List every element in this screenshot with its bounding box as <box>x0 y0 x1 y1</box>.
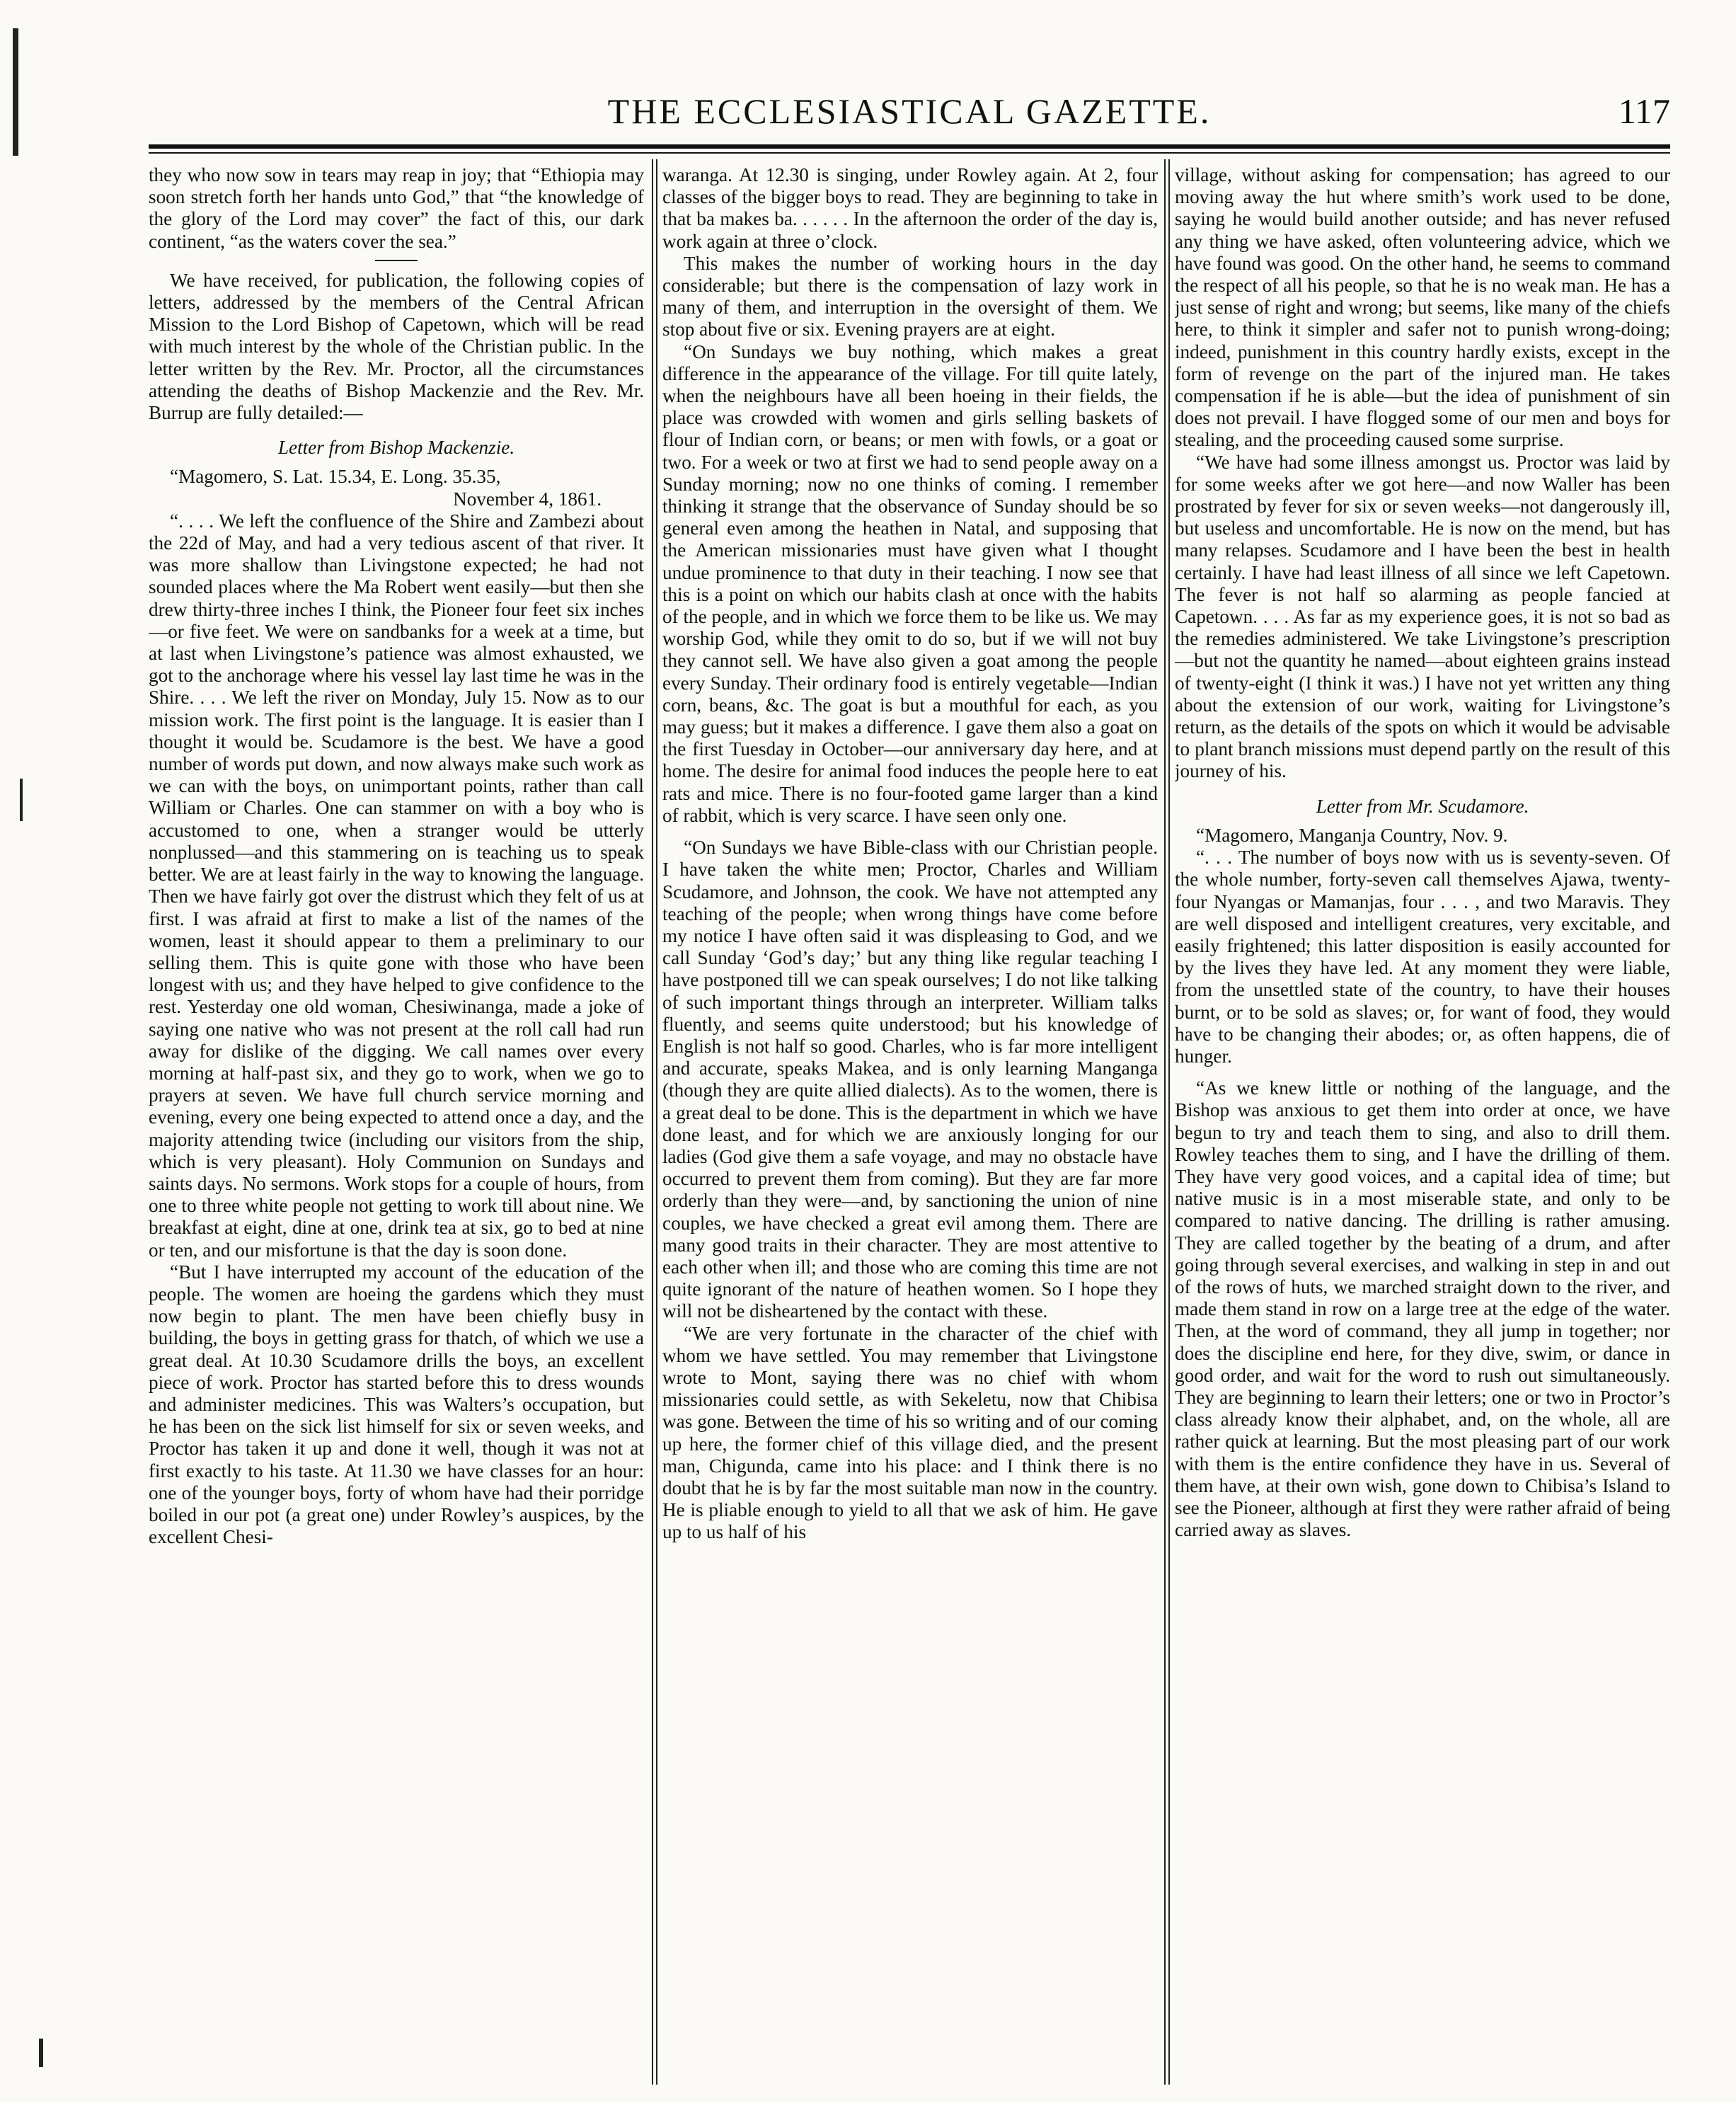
paragraph: We have received, for publication, the following copies of letters, addressed by the members of the Central African Mission to the Lord Bishop of Capetown, which will be read with much interest by the whole of the Christian public. In the letter written by the Rev. Mr. Proctor, all the circumstances attending the deaths of Bishop Mackenzie and the Rev. Mr. Burrup are fully detailed:— <box>149 269 644 424</box>
paragraph: “We are very fortunate in the character of the chief with whom we have settled. You may remember that Livingstone wrote to Mont, saying there was no chief with whom missionaries could settle, as with Sekeletu, now that Chibisa was gone. Between the time of his so writing and of our coming up here, the former chief of this village died, and the present man, Chigunda, came into his place: and I think there is no doubt that he is by far the most suitable man now in the country. He is pliable enough to yield to all that we ask of him. He gave up to us half of his <box>662 1322 1158 1543</box>
paragraph: “On Sundays we have Bible-class with our Christian people. I have taken the white men; Proctor, Charles and William Scudamore, and Johnson, the cook. We have not attempted any teaching of the people; when wrong things have come before my notice I have often said it was displeasing to God, and we call Sunday ‘God’s day;’ but any thing like regular teaching I have postponed till we can speak ourselves; I do not like talking of such important things through an interpreter. William talks fluently, and seems quite understood; but his knowledge of English is not half so good. Charles, who is far more intelligent and accurate, speaks Makea, and is only learning Manganga (though they are quite allied dialects). As to the women, there is a great deal to be done. This is the department in which we have done least, and for which we are anxiously longing for our ladies (God give them a safe voyage, and may no obstacle have occurred to prevent them from coming). But they are far more orderly than they were—and, by sanctioning the union of nine couples, we have checked a great evil among them. There are many good traits in their character. They are most attentive to each other when ill; and those who are coming this time are not quite ignorant of the nature of heathen women. So I hope they will not be disheartened by the contact with these. <box>662 837 1158 1322</box>
header-rule-thick <box>149 144 1670 149</box>
dateline: November 4, 1861. <box>453 488 602 510</box>
section-divider <box>375 260 418 261</box>
paragraph: “We have had some illness amongst us. Proctor was laid by for some weeks after we got here—and now Waller has been prostrated by fever for six or seven weeks—not dangerously ill, but useless and uncomfortable. He is now on the mend, but has many relapses. Scudamore and I have been the best in health certainly. I have had least illness of all since we left Capetown. The fever is not half so alarming as people fancied at Capetown. . . . As far as my experience goes, it is not so bad as the remedies administered. We take Livingstone’s prescription—but not the quantity he named—about eighteen grains instead of twenty-eight (I think it was.) I have not yet written any thing about the extension of our work, waiting for Livingstone’s return, as the details of the spots on which it would be advisable to plant branch missions must depend partly on the result of this journey of his. <box>1175 451 1670 782</box>
column-divider-right-inner <box>1168 159 1170 2085</box>
dateline: “Magomero, S. Lat. 15.34, E. Long. 35.35, <box>170 466 501 488</box>
page-title: THE ECCLESIASTICAL GAZETTE. <box>607 91 1212 131</box>
column-divider-left-inner <box>656 159 657 2085</box>
paragraph: “. . . . We left the confluence of the Shire and Zambezi about the 22d of May, and had a very tedious ascent of that river. It was more shallow than Livingstone expected; he had not sounded places where the Ma Robert went easily—but then she drew thirty-three inches I think, the Pioneer four feet six inches—or five feet. We were on sandbanks for a week at a time, but at last when Livingstone’s patience was almost exhausted, we got to the anchorage where his vessel lay last time he was in the Shire. . . . We left the river on Monday, July 15. Now as to our mission work. The first point is the language. It is easier than I thought it would be. Scudamore is the best. We have a good number of words put down, and now always make such work as we can with the boys, on unimportant points, rather than call William or Charles. One can stammer on with a boy who is accustomed to one, when a stranger would be utterly nonplussed—and this stammering on is teaching us to speak better. We are at least fairly in the way to knowing the language. Then we have fairly got over the distrust which they felt of us at first. I was afraid at first to make a list of the names of the women, least it should appear to them a preliminary to our selling them. This is quite gone with those who have been longest with us; and they have helped to give confidence to the rest. Yesterday one old woman, Chesiwinanga, made a joke of saying one native who was not present at the roll call had run away for dislike of the digging. We call names over every morning at half-past six, and they go to work, when we go to prayers at seven. We have full church service morning and evening, every one being expected to attend once a day, and the majority attending twice (including our visitors from the ship, which is very pleasant). Holy Communion on Sundays and saints days. No sermons. Work stops for a couple of hours, from one to three white people not getting to work till about nine. We breakfast at eight, dine at one, drink tea at six, go to bed at nine or ten, and our misfortune is that the day is soon done. <box>149 510 644 1261</box>
paragraph: “But I have interrupted my account of the education of the people. The women are hoeing the gardens which they must now begin to plant. The men have been chiefly busy in building, the boys in getting grass for thatch, of which we use a great deal. At 10.30 Scudamore drills the boys, an excellent piece of work. Proctor has started before this to dress wounds and administer medicines. This was Walters’s occupation, but he has been on the sick list himself for six or seven weeks, and Proctor has taken it up and done it well, though it was not at first exactly to his taste. At 11.30 we have classes for an hour: one of the younger boys, forty of whom have had their porridge boiled in our pot (a great one) under Rowley’s auspices, by the excellent Chesi- <box>149 1261 644 1548</box>
letter-heading: Letter from Bishop Mackenzie. <box>277 437 515 459</box>
letter-heading: Letter from Mr. Scudamore. <box>1316 795 1529 817</box>
dateline: “Magomero, Manganja Country, Nov. 9. <box>1196 824 1508 846</box>
column-3 <box>1175 164 1670 2075</box>
column-divider-right <box>1164 159 1166 2085</box>
header-rule-thin <box>149 152 1670 154</box>
masthead <box>149 91 1670 147</box>
paragraph: waranga. At 12.30 is singing, under Rowley again. At 2, four classes of the bigger boys to read. They are beginning to take in that ba makes ba. . . . . . In the afternoon the order of the day is, work again at three o’clock. <box>662 164 1158 252</box>
column-2 <box>662 164 1158 2075</box>
scan-edge-mark <box>13 28 18 156</box>
scan-edge-mark <box>20 779 23 821</box>
paragraph: “As we knew little or nothing of the language, and the Bishop was anxious to get them into order at once, we have begun to try and teach them to sing, and also to drill them. Rowley teaches them to sing, and I have the drilling of them. They have very good voices, and a capital idea of time; but native music is in a most miserable state, and only to be compared to native dancing. The drilling is rather amusing. They are called together by the beating of a drum, and after going through several exercises, and walking in step in and out of the rows of huts, we marched straight down to the river, and made them stand in row on a large tree at the edge of the water. Then, at the word of command, they all jump in together; nor does the discipline end here, for they dive, swim, or dance in good order, and wait for the word to rush out simultaneously. They are beginning to learn their letters; one or two in Proctor’s class already know their alphabet, and, on the whole, all are rather quick at learning. But the most pleasing part of our work with them is the entire confidence they have in us. Several of them have, at their own wish, gone down to Chibisa’s Island to see the Pioneer, although at first they were rather afraid of being carried away as slaves. <box>1175 1077 1670 1541</box>
paragraph: “On Sundays we buy nothing, which makes a great difference in the appearance of the village. For till quite lately, when the neighbours have all been hoeing in their fields, the place was crowded with women and girls selling baskets of flour of Indian corn, or beans; or men with fowls, or a goat or two. For a week or two at first we had to send people away on a Sunday morning; now no one thinks of coming. I remember thinking it strange that the observance of Sunday should be so general even among the heathen in Natal, and supposing that the American missionaries must have given what I thought undue prominence to that duty in their teaching. I now see that this is a point on which our habits clash at once with the habits of the people, and in which we force them to be like us. We may worship God, while they omit to do so, but if we will not buy they cannot sell. We have also given a goat among the people every Sunday. Their ordinary food is entirely vegetable—Indian corn, beans, &c. The goat is but a mouthful for each, as you may guess; but it makes a difference. I gave them also a goat on the first Tuesday in October—our anniversary day here, and at home. The desire for animal food induces the people here to eat rats and mice. There is no four-footed game larger than a kind of rabbit, which is very scarce. I have seen only one. <box>662 340 1158 826</box>
paragraph: village, without asking for compensation; has agreed to our moving away the hut where smith’s work used to be done, saying he would build another outside; and has never refused any thing we have asked, often volunteering advice, which we have found was good. On the other hand, he seems to command the respect of all his people, so that he is no weak man. He has a just sense of right and wrong; but seems, like many of the chiefs here, to think it simpler and safer not to punish wrong-doing; indeed, punishment in this country hardly exists, except in the form of revenge on the part of the injured man. He takes compensation if he is able—but the idea of punishment of sin does not prevail. I have flogged some of our men and boys for stealing, and the proceeding caused some surprise. <box>1175 164 1670 451</box>
column-1 <box>149 164 644 2075</box>
paragraph: This makes the number of working hours in the day considerable; but there is the compensation of lazy work in many of them, and interruption in the oversight of them. We stop about five or six. Evening prayers are at eight. <box>662 252 1158 340</box>
column-divider-left <box>652 159 653 2085</box>
paragraph: they who now sow in tears may reap in joy; that “Ethiopia may soon stretch forth her hands unto God,” that “the knowledge of the glory of the Lord may cover” the fact of this, our dark continent, “as the waters cover the sea.” <box>149 164 644 252</box>
scan-edge-mark <box>39 2039 43 2067</box>
page-number: 117 <box>1618 91 1670 131</box>
paragraph: “. . . The number of boys now with us is seventy-seven. Of the whole number, forty-seven call themselves Ajawa, twenty-four Nyangas or Mamanjas, four . . . , and two Maravis. They are well disposed and intelligent creatures, very excitable, and easily frightened; this latter disposition is easily accounted for by the lives they have led. At any moment they were liable, from the unsettled state of the country, to have their houses burnt, or to be sold as slaves; or, for want of food, they would have to be changing their abodes; or, as often happens, die of hunger. <box>1175 847 1670 1067</box>
